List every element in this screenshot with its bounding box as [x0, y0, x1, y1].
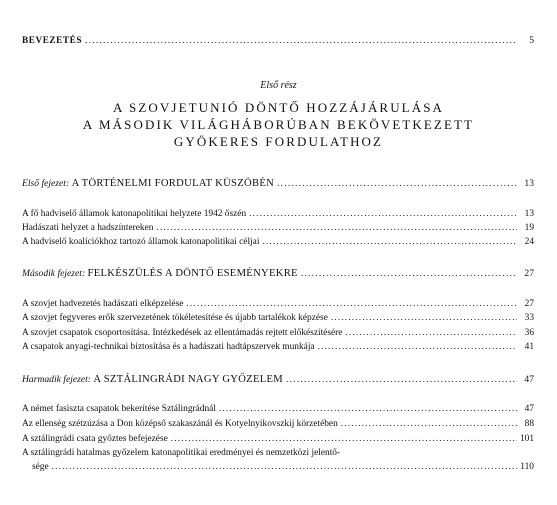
toc-intro-row — [22, 34, 534, 47]
entry-text: A fő hadviselő államok katonapolitikai helyzete 1942 őszén — [22, 209, 247, 219]
entry-page-number: 47 — [524, 404, 534, 414]
entry-text: A német fasiszta csapatok bekerítése Sztálingrádnál — [22, 404, 216, 414]
leader-dots — [331, 312, 517, 324]
toc-entry — [22, 418, 534, 430]
chapter-row — [22, 178, 534, 190]
leader-dots — [85, 35, 517, 47]
part-title — [0, 99, 557, 150]
entry-text: Hadászati helyzet a hadszíntereken — [22, 223, 154, 233]
toc-entry — [22, 341, 534, 353]
toc-entry-first-line: A sztálingrádi hatalmas győzelem katonapolitikai eredményei és nemzetközi jelentő- — [22, 448, 341, 458]
toc-entry — [22, 298, 534, 310]
entry-text: sége — [32, 462, 49, 472]
entry-page-number: 88 — [524, 419, 534, 429]
leader-dots — [345, 327, 517, 339]
toc-entry — [22, 433, 534, 445]
entry-text: A sztálingrádi csata győztes befejezése — [22, 434, 168, 444]
toc-entry — [22, 327, 534, 339]
entry-text: A szovjet fegyveres erők szervezetének tökéletesítése és újabb tartalékok képzése — [22, 313, 328, 323]
leader-dots — [286, 374, 517, 386]
toc-entry — [22, 222, 534, 234]
chapter-lead: Harmadik fejezet: — [22, 374, 92, 385]
intro-label: BEVEZETÉS — [22, 35, 83, 45]
chapter-row — [22, 374, 534, 386]
toc-entry — [22, 461, 534, 473]
leader-dots — [52, 461, 517, 473]
entry-page-number: 41 — [524, 342, 534, 352]
toc-entry — [22, 208, 534, 220]
part-title-line: GYÖKERES FORDULATHOZ — [173, 134, 384, 149]
part-title-line: A SZOVJETUNIÓ DÖNTŐ HOZZÁJÁRULÁSA — [112, 100, 445, 115]
leader-dots — [318, 341, 517, 353]
entry-text: A szovjet hadvezetés hadászati elképzelése — [22, 299, 184, 309]
entry-page-number: 24 — [524, 237, 534, 247]
entry-text: A csapatok anyagi-technikai biztosítása és a hadászati hadtápszervek munkája — [22, 342, 315, 352]
part-title-line: A MÁSODIK VILÁGHÁBORÚBAN BEKÖVETKEZETT — [82, 117, 475, 132]
chapter-lead: Második fejezet: — [22, 268, 86, 279]
chapter-page-number: 27 — [524, 268, 534, 279]
leader-dots — [262, 236, 517, 248]
entry-page-number: 36 — [524, 328, 534, 338]
intro-page-number: 5 — [529, 35, 534, 46]
entry-page-number: 101 — [519, 434, 534, 444]
entry-text: Az ellenség szétzúzása a Don középső szakaszánál és Kotyelnyikovszkij körzetében — [22, 419, 338, 429]
leader-dots — [277, 178, 517, 190]
leader-dots — [249, 208, 517, 220]
entry-page-number: 13 — [524, 209, 534, 219]
leader-dots — [171, 433, 517, 445]
chapter-page-number: 13 — [524, 178, 534, 189]
leader-dots — [301, 268, 517, 280]
leader-dots — [219, 403, 517, 415]
part-label: Első rész — [260, 80, 297, 91]
entry-page-number: 27 — [524, 299, 534, 309]
chapter-lead: Első fejezet: — [22, 178, 70, 189]
chapter-row — [22, 268, 534, 280]
entry-text: A hadviselő koalíciókhoz tartozó államok katonapolitikai céljai — [22, 237, 260, 247]
toc-entry — [22, 236, 534, 248]
toc-entry — [22, 403, 534, 415]
entry-text: A szovjet csapatok csoportosítása. Intézkedések az ellentámadás rejtett előkészítésére — [22, 328, 343, 338]
leader-dots — [156, 222, 517, 234]
chapter-title: A SZTÁLINGRÁDI NAGY GYŐZELEM — [93, 374, 283, 385]
leader-dots — [186, 298, 517, 310]
leader-dots — [341, 418, 517, 430]
entry-page-number: 33 — [524, 313, 534, 323]
chapter-title: A TÖRTÉNELMI FORDULAT KÜSZÖBÉN — [71, 178, 275, 189]
toc-entry — [22, 312, 534, 324]
entry-page-number: 19 — [524, 223, 534, 233]
chapter-page-number: 47 — [524, 374, 534, 385]
chapter-title: FELKÉSZÜLÉS A DÖNTŐ ESEMÉNYEKRE — [87, 268, 298, 279]
entry-page-number: 110 — [520, 462, 534, 472]
